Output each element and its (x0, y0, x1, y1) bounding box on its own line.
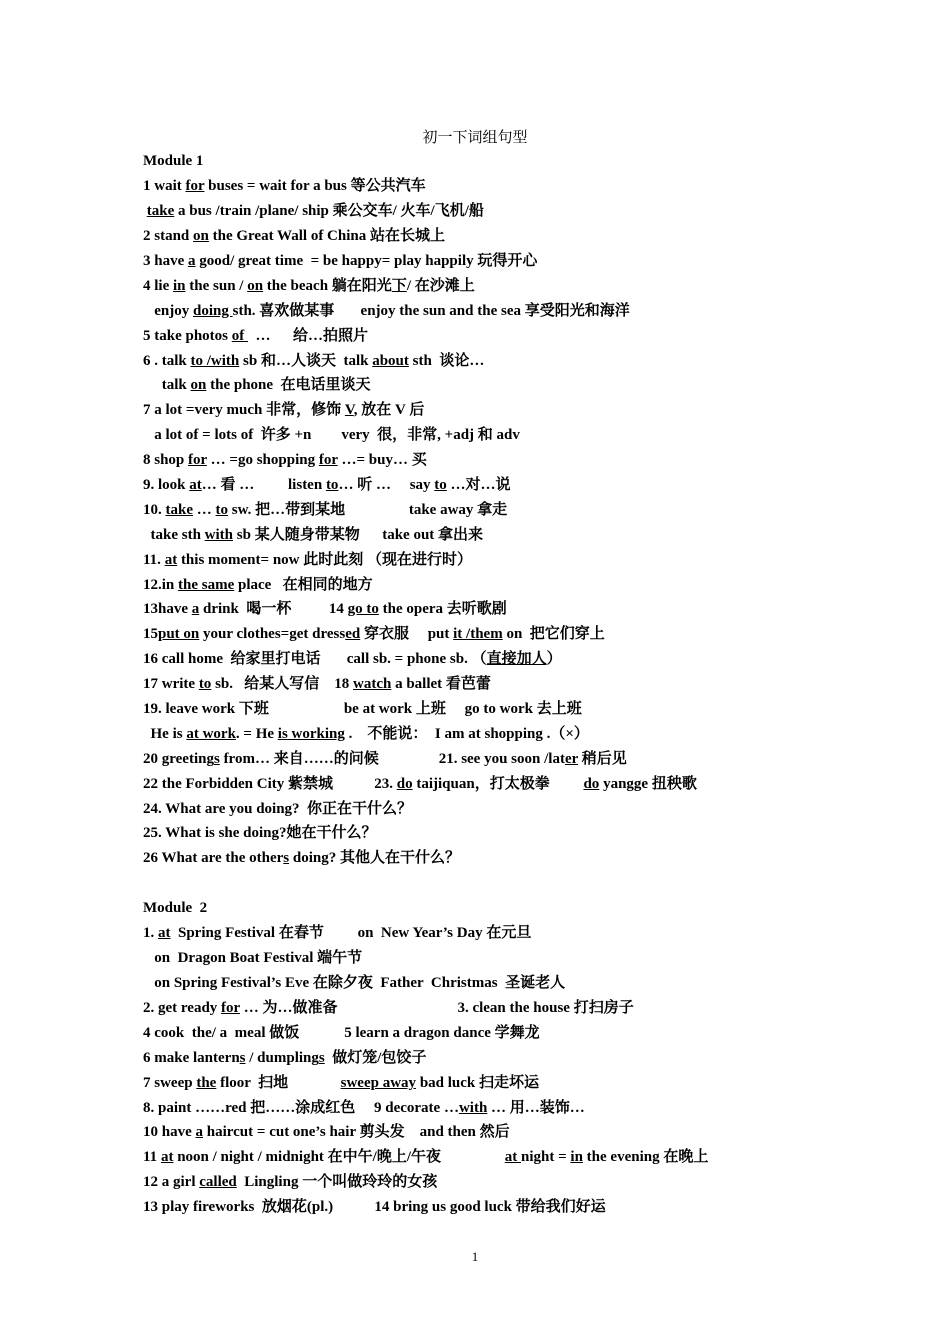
phrase-line (143, 723, 589, 745)
phrase-line (143, 524, 483, 546)
phrase-line (143, 1196, 606, 1218)
underlined-text: s (283, 850, 290, 866)
underlined-text: on (193, 228, 209, 244)
line-text: sth. 喜欢做某事 enjoy the sun and the sea 享受阳光和海洋 (232, 303, 630, 319)
underlined-text: to (325, 477, 339, 493)
phrase-line (143, 374, 371, 396)
page-title: 初一下词组句型 (422, 130, 528, 146)
line-text: take sth (143, 527, 205, 543)
underlined-text: on (247, 278, 264, 294)
line-text: … 为…做准备 3. clean the house 打扫房子 (239, 1000, 634, 1016)
line-text: 11. (143, 552, 165, 568)
line-text: … 听 … say (338, 477, 435, 493)
underlined-text: doing (193, 303, 233, 319)
line-text: the beach 躺在阳光 (263, 278, 392, 294)
line-text: sb. 给某人写信 18 (211, 676, 353, 692)
module-heading (143, 150, 203, 172)
underlined-text: the (196, 1075, 217, 1091)
underlined-text: er (564, 751, 578, 767)
underlined-text: in (173, 278, 186, 294)
line-text: 9. look (143, 477, 190, 493)
line-text: 19. leave work 下班 be at work 上班 go to work 去上班 (143, 701, 582, 717)
line-text: on 把它们穿上 (502, 626, 605, 642)
line-text: bad luck 扫走坏运 (416, 1075, 540, 1091)
phrase-line (143, 250, 537, 272)
underlined-text: s (239, 1050, 246, 1066)
line-text: 穿衣服 put (360, 626, 454, 642)
phrase-line (143, 1047, 426, 1069)
phrase-line (143, 798, 412, 820)
line-text: the opera 去听歌剧 (378, 601, 507, 617)
line-text: 7 sweep (143, 1075, 197, 1091)
phrase-line (143, 325, 368, 347)
underlined-text: do (583, 776, 600, 792)
line-text: … 用…装饰… (487, 1100, 585, 1116)
line-text: the Great Wall of China 站在长城上 (208, 228, 445, 244)
phrase-line (143, 997, 634, 1019)
line-text: the evening 在晚上 (582, 1149, 709, 1165)
phrase-line (143, 300, 630, 322)
underlined-text: on (190, 377, 207, 393)
underlined-text: at (504, 1149, 521, 1165)
line-text: 11 (143, 1149, 161, 1165)
phrase-line (143, 673, 491, 695)
phrase-line (143, 748, 627, 770)
line-text: from… 来自……的问候 21. see you soon /lat (219, 751, 565, 767)
underlined-text: go to (347, 601, 379, 617)
underlined-text: in (570, 1149, 583, 1165)
line-text: … 看 … listen (201, 477, 326, 493)
line-text: 17 write (143, 676, 199, 692)
line-text: 2 stand (143, 228, 194, 244)
line-text: 12.in (143, 577, 179, 593)
phrase-line (143, 399, 424, 421)
phrase-line (143, 499, 507, 521)
underlined-text: to /with (190, 353, 240, 369)
underlined-text: 下 (391, 278, 407, 294)
line-text: haircut = cut one’s hair 剪头发 and then 然后 (203, 1124, 510, 1140)
line-text: sw. 把…带到某地 take away 拿走 (228, 502, 508, 518)
phrase-line (143, 698, 582, 720)
phrase-line (143, 847, 460, 869)
phrase-line (143, 175, 426, 197)
line-text: place 在相同的地方 (234, 577, 373, 593)
underlined-text: it /them (453, 626, 503, 642)
underlined-text: for (318, 452, 338, 468)
line-text: 25. What is she doing?她在干什么？ (143, 825, 377, 841)
phrase-line (143, 1121, 510, 1143)
page-number: 1 (471, 1249, 479, 1264)
phrase-line (143, 598, 507, 620)
underlined-text: at (164, 552, 178, 568)
line-text: sb 和…人谈天 talk (239, 353, 373, 369)
underlined-text: for (185, 178, 205, 194)
phrase-line (143, 822, 377, 844)
line-text: / 在沙滩上 (406, 278, 475, 294)
line-text: 4 cook the/ a meal 做饭 5 learn a dragon dance 学舞龙 (143, 1025, 540, 1041)
line-text: . = He (235, 726, 278, 742)
underlined-text: a (195, 1124, 203, 1140)
line-text: 20 greeting (143, 751, 214, 767)
line-text: 16 call home 给家里打电话 call sb. = phone sb. （ (143, 651, 487, 667)
line-text: enjoy (143, 303, 193, 319)
line-text: . 不能说： I am at shopping .（×） (344, 726, 589, 742)
line-text: 6 . talk (143, 353, 191, 369)
line-text: 7 a lot =very much 非常，修饰 (143, 402, 345, 418)
line-text: sth 谈论… (408, 353, 485, 369)
line-text: 13 play fireworks 放烟花(pl.) 14 bring us good luck 带给我们好运 (143, 1199, 606, 1215)
line-text: floor 扫地 (216, 1075, 341, 1091)
underlined-text: the same (178, 577, 235, 593)
underlined-text: with (458, 1100, 488, 1116)
line-text: 8 shop (143, 452, 189, 468)
underlined-text: for (221, 1000, 240, 1016)
underlined-text: s (213, 751, 220, 767)
line-text: 5 take photos (143, 328, 232, 344)
line-text: this moment= now 此时此刻 （现在进行时） (177, 552, 472, 568)
underlined-text: V (344, 402, 354, 418)
line-text: noon / night / midnight 在中午/晚上/午夜 (173, 1149, 505, 1165)
phrase-line (143, 648, 562, 670)
line-text: 26 What are the other (143, 850, 284, 866)
line-text: the phone 在电话里谈天 (206, 377, 371, 393)
line-text: 6 make lantern (143, 1050, 240, 1066)
underlined-text: 直接加人 (486, 651, 547, 667)
phrase-line (143, 225, 445, 247)
underlined-text: take (165, 502, 193, 518)
underlined-text: about (372, 353, 409, 369)
phrase-line (143, 350, 484, 372)
phrase-line (143, 549, 472, 571)
line-text: a ballet 看芭蕾 (391, 676, 491, 692)
underlined-text: at (160, 1149, 174, 1165)
line-text: 8. paint ……red 把……涂成红色 9 decorate … (143, 1100, 459, 1116)
line-text: 2. get ready (143, 1000, 222, 1016)
line-text: on Dragon Boat Festival 端午节 (143, 950, 363, 966)
line-text: night = (521, 1149, 571, 1165)
line-text: taijiquan，打太极拳 (412, 776, 584, 792)
phrase-line (143, 1171, 437, 1193)
phrase-line (143, 1022, 540, 1044)
line-text: 10 have (143, 1124, 196, 1140)
phrase-line (143, 922, 531, 944)
phrase-line (143, 474, 511, 496)
line-text: He is (143, 726, 187, 742)
line-text: yangge 扭秧歌 (599, 776, 697, 792)
underlined-text: at (158, 925, 171, 941)
phrase-line (143, 1097, 585, 1119)
phrase-line (143, 449, 427, 471)
underlined-text: put on (158, 626, 200, 642)
line-text: doing? 其他人在干什么？ (289, 850, 460, 866)
line-text: 3 have (143, 253, 188, 269)
line-text: … =go shopping (206, 452, 319, 468)
line-text: Spring Festival 在春节 on New Year’s Day 在元旦 (170, 925, 532, 941)
line-text: good/ great time = be happy= play happily 玩得开心 (195, 253, 538, 269)
line-text: buses = wait for a bus 等公共汽车 (204, 178, 426, 194)
underlined-text: to (434, 477, 447, 493)
underlined-text: watch (353, 676, 392, 692)
phrase-line (143, 1072, 539, 1094)
phrase-line (143, 275, 475, 297)
underlined-text: take (146, 203, 175, 219)
module-heading (143, 897, 207, 919)
line-text: 4 lie (143, 278, 173, 294)
underlined-text: with (204, 527, 234, 543)
line-text: Module 2 (143, 900, 208, 916)
line-text: ） (546, 651, 562, 667)
phrase-line (143, 773, 697, 795)
phrase-line (143, 972, 565, 994)
line-text: …= buy… 买 (337, 452, 427, 468)
underlined-text: a (188, 253, 196, 269)
underlined-text: is working (277, 726, 345, 742)
line-text: 24. What are you doing? 你正在干什么？ (143, 801, 413, 817)
phrase-line (143, 1146, 708, 1168)
underlined-text: to (215, 502, 228, 518)
underlined-text: at work (186, 726, 236, 742)
line-text: drink 喝一杯 14 (199, 601, 348, 617)
line-text: 1 wait (143, 178, 186, 194)
underlined-text: for (188, 452, 207, 468)
line-text: 12 a girl (143, 1174, 200, 1190)
underlined-text: ed (345, 626, 361, 642)
underlined-text: of (231, 328, 249, 344)
line-text: … 给…拍照片 (248, 328, 369, 344)
line-text: 做灯笼/包饺子 (324, 1050, 427, 1066)
line-text: , 放在 V 后 (353, 402, 425, 418)
underlined-text: at (189, 477, 202, 493)
underlined-text: s (318, 1050, 325, 1066)
phrase-line (143, 947, 362, 969)
line-text: / dumpling (245, 1050, 319, 1066)
line-text: Lingling 一个叫做玲玲的女孩 (236, 1174, 438, 1190)
phrase-line (143, 574, 373, 596)
line-text: …对…说 (446, 477, 511, 493)
line-text: … (193, 502, 216, 518)
underlined-text: sweep away (340, 1075, 417, 1091)
underlined-text: to (198, 676, 212, 692)
line-text: a lot of = lots of 许多 +n very 很，非常, +adj 和 adv (143, 427, 520, 443)
phrase-line (143, 623, 605, 645)
line-text: 13have (143, 601, 192, 617)
phrase-line (143, 424, 520, 446)
phrase-line (143, 200, 484, 222)
line-text: a bus /train /plane/ ship 乘公交车/ 火车/飞机/船 (174, 203, 484, 219)
line-text: 1. (143, 925, 158, 941)
line-text: talk (143, 377, 191, 393)
underlined-text: a (191, 601, 200, 617)
line-text: on Spring Festival’s Eve 在除夕夜 Father Christmas 圣诞老人 (143, 975, 566, 991)
line-text: 15 (143, 626, 158, 642)
line-text: the sun / (185, 278, 248, 294)
line-text: 22 the Forbidden City 紫禁城 23. (143, 776, 397, 792)
underlined-text: do (396, 776, 413, 792)
line-text: 10. (143, 502, 166, 518)
line-text: your clothes=get dress (199, 626, 346, 642)
line-text: Module 1 (143, 153, 204, 169)
underlined-text: called (199, 1174, 237, 1190)
line-text: sb 某人随身带某物 take out 拿出来 (233, 527, 484, 543)
line-text: 稍后见 (578, 751, 627, 767)
